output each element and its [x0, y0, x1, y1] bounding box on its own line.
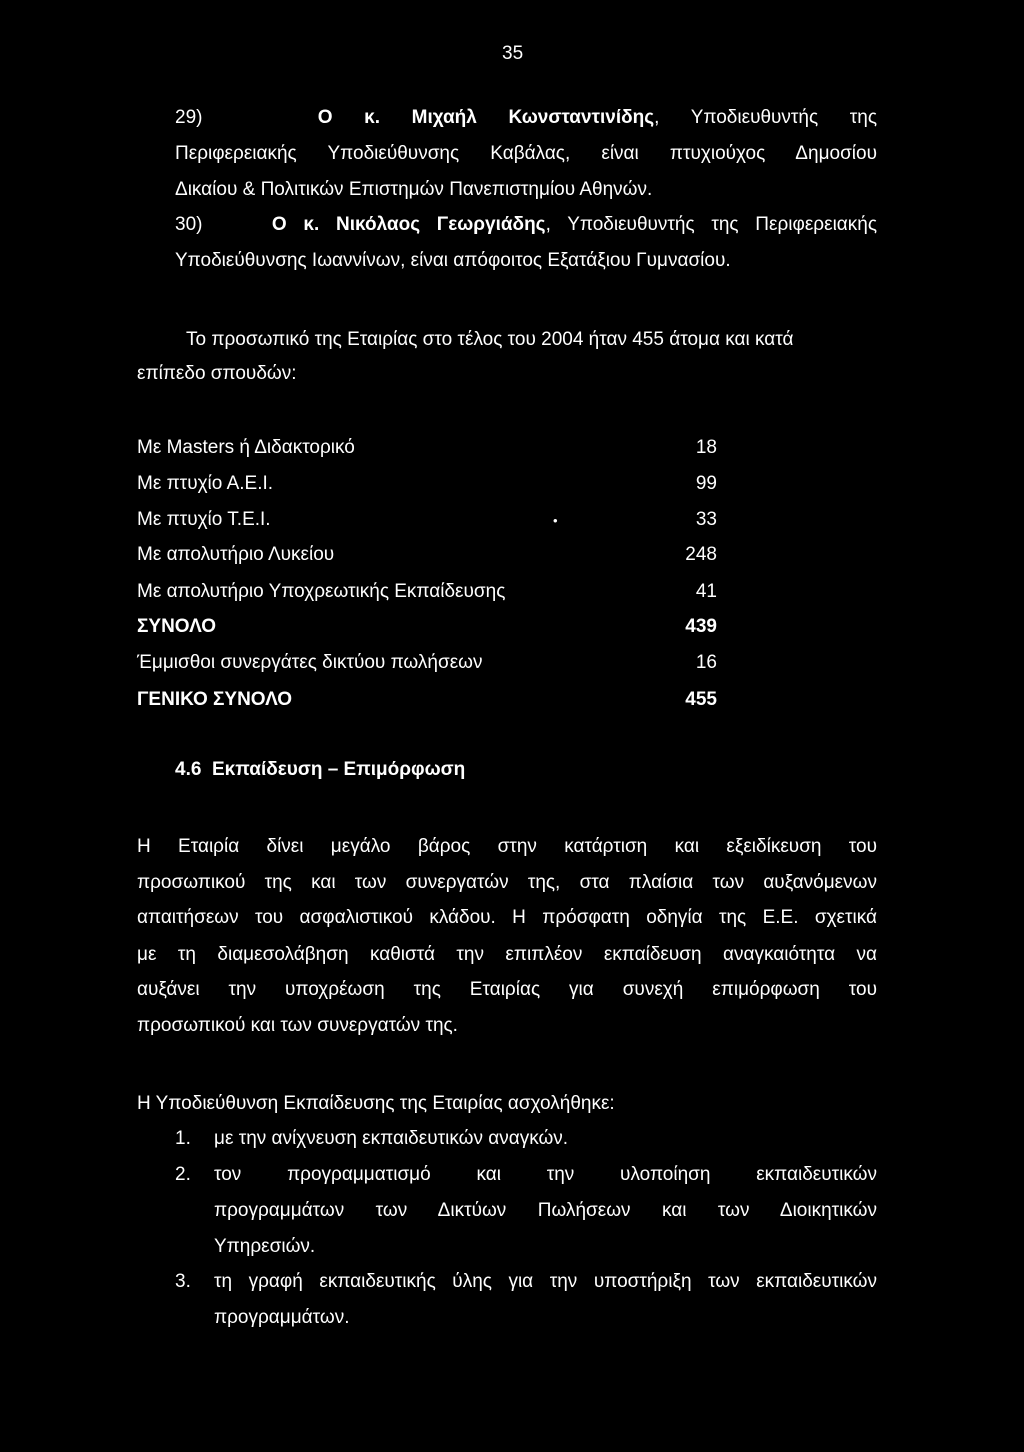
- table-row: [137, 508, 717, 532]
- table-row: [137, 436, 717, 460]
- paragraph-line: προσωπικού και των συνεργατών της.: [137, 1015, 458, 1036]
- table-row: [137, 651, 717, 675]
- paragraph-line: Η Εταιρία δίνει μεγάλο βάρος στην κατάρτιση και εξειδίκευση του: [137, 836, 877, 857]
- bio-30-name: Νικόλαος Γεωργιάδης: [336, 214, 546, 235]
- bio-30-index: 30): [175, 214, 203, 235]
- table-row-grand-total: [137, 688, 717, 712]
- row-label: Με απολυτήριο Υποχρεωτικής Εκπαίδευσης: [137, 581, 506, 602]
- staff-intro-line-2: επίπεδο σπουδών:: [137, 363, 297, 384]
- row-label: Με πτυχίο Τ.Ε.Ι.: [137, 509, 271, 530]
- row-label: ΣΥΝΟΛΟ: [137, 616, 217, 637]
- staff-intro-line-1: Το προσωπικό της Εταιρίας στο τέλος του 2004 ήταν 455 άτομα και κατά: [186, 329, 794, 350]
- row-value: 18: [695, 437, 717, 458]
- row-label: ΓΕΝΙΚΟ ΣΥΝΟΛΟ: [137, 689, 293, 710]
- row-label: Με πτυχίο Α.Ε.Ι.: [137, 473, 274, 494]
- row-value: 455: [685, 689, 717, 710]
- paragraph-line: προσωπικού της και των συνεργατών της, στα πλαίσια των αυξανόμενων: [137, 872, 877, 893]
- table-row: [137, 543, 717, 567]
- list-item-number: 2.: [175, 1164, 191, 1185]
- list-item-line: με την ανίχνευση εκπαιδευτικών αναγκών.: [214, 1128, 569, 1149]
- paragraph-line: απαιτήσεων του ασφαλιστικού κλάδου. Η πρόσφατη οδηγία της Ε.Ε. σχετικά: [137, 907, 877, 928]
- bio-29-index: 29): [175, 107, 203, 128]
- list-item-line: τον προγραμματισμό και την υλοποίηση εκπαιδευτικών: [214, 1164, 877, 1185]
- list-item-number: 3.: [175, 1271, 191, 1292]
- bio-30-line-1: [175, 213, 877, 237]
- table-row: [137, 472, 717, 496]
- stray-mark: •: [553, 513, 558, 528]
- row-value: 99: [695, 473, 717, 494]
- row-value: 439: [685, 616, 717, 637]
- section-title: Εκπαίδευση – Επιμόρφωση: [211, 759, 466, 780]
- bio-29-prefix: Ο κ.: [317, 107, 380, 128]
- list-item-number: 1.: [175, 1128, 191, 1149]
- bio-29-line-1: [175, 106, 877, 130]
- list-intro: Η Υποδιεύθυνση Εκπαίδευσης της Εταιρίας ασχολήθηκε:: [137, 1093, 615, 1114]
- table-row: [137, 580, 717, 604]
- table-row-total: [137, 615, 717, 639]
- page-number: 35: [502, 43, 524, 64]
- bio-30-rest: , Υποδιευθυντής της Περιφερειακής: [545, 214, 878, 235]
- bio-29-line-3: Δικαίου & Πολιτικών Επιστημών Πανεπιστημίου Αθηνών.: [175, 179, 653, 200]
- row-label: Με Masters ή Διδακτορικό: [137, 437, 355, 458]
- bio-29-rest: , Υποδιευθυντής της: [654, 107, 878, 128]
- row-value: 248: [685, 544, 717, 565]
- bio-29-name: Μιχαήλ Κωνσταντινίδης: [411, 107, 655, 128]
- row-label: Με απολυτήριο Λυκείου: [137, 544, 335, 565]
- bio-29-line-2: Περιφερειακής Υποδιεύθυνσης Καβάλας, είναι πτυχιούχος Δημοσίου: [175, 143, 877, 164]
- row-label: Έμμισθοι συνεργάτες δικτύου πωλήσεων: [137, 652, 483, 673]
- row-value: 41: [695, 581, 717, 602]
- list-item-line: Υπηρεσιών.: [214, 1236, 316, 1257]
- bio-30-prefix: Ο κ.: [271, 214, 320, 235]
- paragraph-line: αυξάνει την υποχρέωση της Εταιρίας για συνεχή επιμόρφωση του: [137, 979, 877, 1000]
- list-item-line: τη γραφή εκπαιδευτικής ύλης για την υποστήριξη των εκπαιδευτικών: [214, 1271, 877, 1292]
- row-value: 33: [695, 509, 717, 530]
- section-number: 4.6: [175, 759, 202, 780]
- paragraph-line: με τη διαμεσολάβηση καθιστά την επιπλέον εκπαίδευση αναγκαιότητα να: [137, 944, 877, 965]
- list-item-line: προγραμμάτων των Δικτύων Πωλήσεων και των Διοικητικών: [214, 1200, 877, 1221]
- section-heading: [175, 758, 465, 782]
- row-value: 16: [695, 652, 717, 673]
- bio-30-line-2: Υποδιεύθυνσης Ιωαννίνων, είναι απόφοιτος Εξατάξιου Γυμνασίου.: [175, 250, 731, 271]
- list-item-line: προγραμμάτων.: [214, 1307, 350, 1328]
